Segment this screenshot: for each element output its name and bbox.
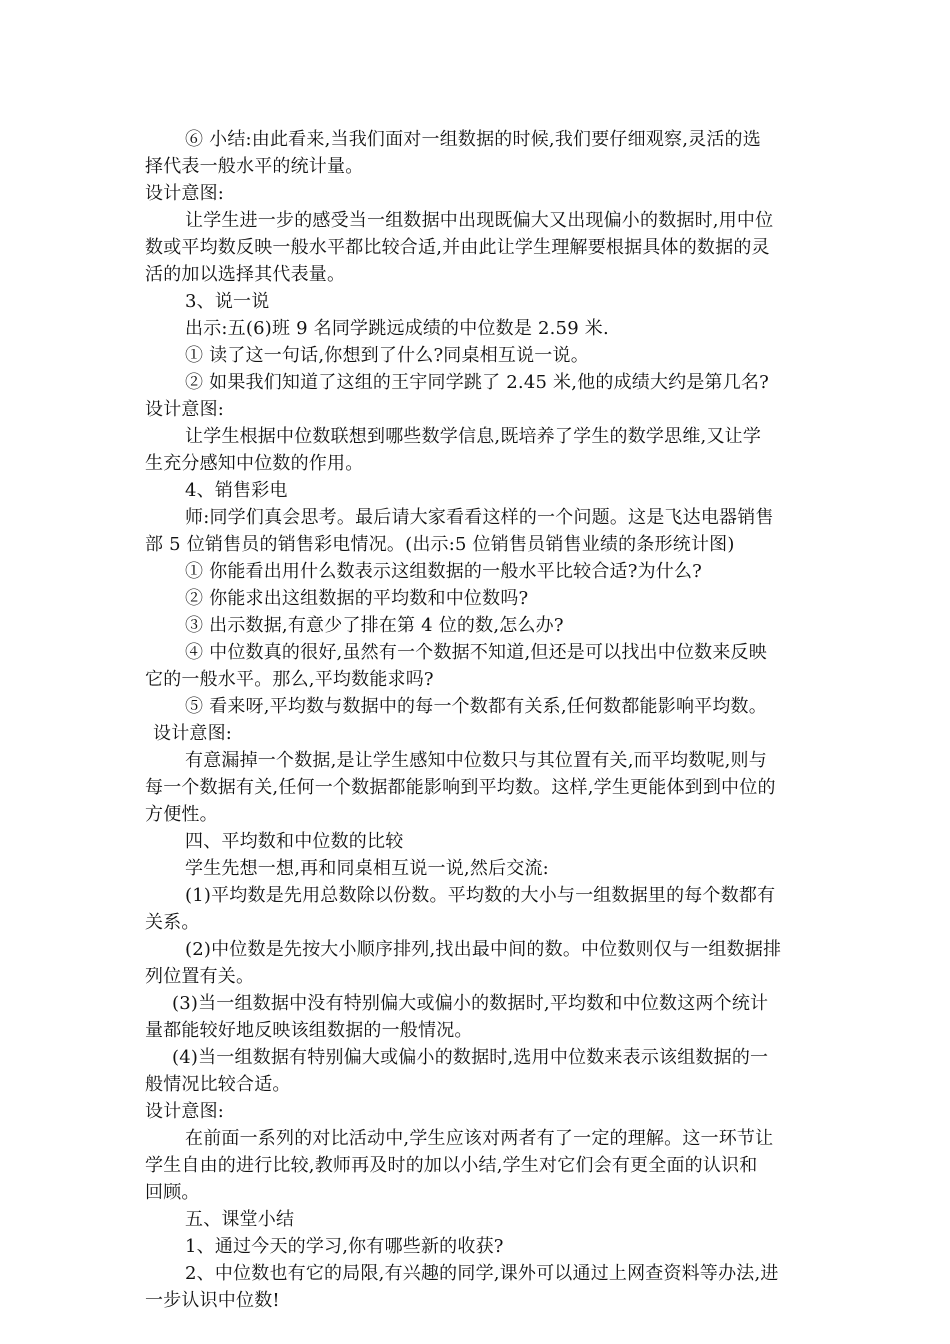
text-line: ② 如果我们知道了这组的王宇同学跳了 2.45 米,他的成绩大约是第几名? [185,372,770,393]
text-line: (2)中位数是先按大小顺序排列,找出最中间的数。中位数则仅与一组数据排 [185,939,782,960]
text-line: ① 读了这一句话,你想到了什么?同桌相互说一说。 [185,345,589,366]
section-heading: 五、课堂小结 [185,1209,295,1230]
text-line: 活的加以选择其代表量。 [145,264,346,285]
section-heading: 四、平均数和中位数的比较 [185,831,404,852]
text-line: 量都能较好地反映该组数据的一般情况。 [145,1020,473,1041]
text-line: 它的一般水平。那么,平均数能求吗? [145,669,434,690]
text-line: ② 你能求出这组数据的平均数和中位数吗? [185,588,529,609]
text-line: 一步认识中位数! [145,1290,280,1311]
text-line: 学生自由的进行比较,教师再及时的加以小结,学生对它们会有更全面的认识和 [145,1155,758,1176]
text-line: ① 你能看出用什么数表示这组数据的一般水平比较合适?为什么? [185,561,703,582]
text-line: 师:同学们真会思考。最后请大家看看这样的一个问题。这是飞达电器销售 [185,507,774,528]
text-line: 让学生根据中位数联想到哪些数学信息,既培养了学生的数学思维,又让学 [185,426,762,447]
text-line: 列位置有关。 [145,966,255,987]
text-line: (4)当一组数据有特别偏大或偏小的数据时,选用中位数来表示该组数据的一 [172,1047,769,1068]
text-line: 有意漏掉一个数据,是让学生感知中位数只与其位置有关,而平均数呢,则与 [185,750,767,771]
section-label: 设计意图: [145,399,225,420]
text-line: 数或平均数反映一般水平都比较合适,并由此让学生理解要根据具体的数据的灵 [145,237,770,258]
text-line: ⑤ 看来呀,平均数与数据中的每一个数都有关系,任何数都能影响平均数。 [185,696,767,717]
text-line: ③ 出示数据,有意少了排在第 4 位的数,怎么办? [185,615,564,636]
section-heading: 4、销售彩电 [185,480,288,501]
text-line: 1、通过今天的学习,你有哪些新的收获? [185,1236,504,1257]
text-line: 在前面一系列的对比活动中,学生应该对两者有了一定的理解。这一环节让 [185,1128,774,1149]
text-line: 每一个数据有关,任何一个数据都能影响到平均数。这样,学生更能体到到中位的 [145,777,776,798]
text-line: (1)平均数是先用总数除以份数。平均数的大小与一组数据里的每个数都有 [185,885,776,906]
text-line: 出示:五(6)班 9 名同学跳远成绩的中位数是 2.59 米. [185,318,609,339]
section-label: 设计意图: [145,183,225,204]
text-line: ④ 中位数真的很好,虽然有一个数据不知道,但还是可以找出中位数来反映 [185,642,767,663]
text-line: 关系。 [145,912,200,933]
text-line: 生充分感知中位数的作用。 [145,453,364,474]
text-line: 择代表一般水平的统计量。 [145,156,364,177]
text-line: 学生先想一想,再和同桌相互说一说,然后交流: [185,858,549,879]
text-line: (3)当一组数据中没有特别偏大或偏小的数据时,平均数和中位数这两个统计 [172,993,769,1014]
text-line: 般情况比较合适。 [145,1074,291,1095]
text-line: 2、中位数也有它的局限,有兴趣的同学,课外可以通过上网查资料等办法,进 [185,1263,779,1284]
text-line: 方便性。 [145,804,218,825]
text-line: ⑥ 小结:由此看来,当我们面对一组数据的时候,我们要仔细观察,灵活的选 [185,129,761,150]
section-label: 设计意图: [145,1101,225,1122]
section-heading: 3、说一说 [185,291,270,312]
text-line: 让学生进一步的感受当一组数据中出现既偏大又出现偏小的数据时,用中位 [185,210,774,231]
text-line: 回顾。 [145,1182,200,1203]
section-label: 设计意图: [153,723,233,744]
text-line: 部 5 位销售员的销售彩电情况。(出示:5 位销售员销售业绩的条形统计图) [145,534,735,555]
